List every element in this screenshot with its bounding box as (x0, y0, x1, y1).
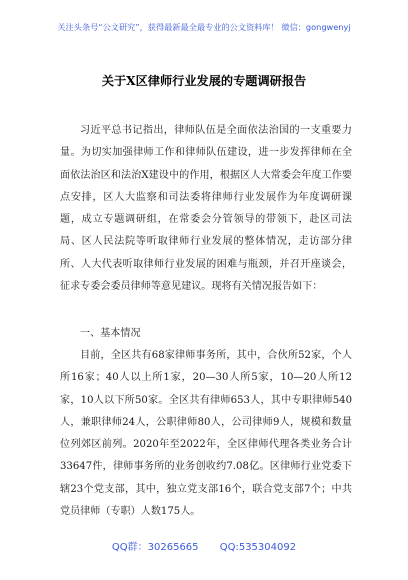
section-heading: 一、基本情况 (80, 328, 141, 339)
page-title: 关于X区律师行业发展的专题调研报告 (101, 74, 307, 88)
basic-info-paragraph: 目前，全区共有68家律师事务所，其中，合伙所52家，个人所16家；40人以上所1家，20—30人所5家，10—20人所12家，10人以下所50家。全区共有律师653人，其中专职律师540人，兼职律师24人，公职律师80人，公司律师9人，规模和数量位列郊区前列。2020年至2022年，全区律师代理各类业务合计33647件，律师事务所的业务创收约7.08亿。区律师行业党委下辖23个党支部，其中，独立党支部16个，联合党支部7个；中共党员律师（专职）人数175人。 (60, 350, 352, 518)
intro-paragraph: 习近平总书记指出，律师队伍是全面依法治国的一支重要力量。为切实加强律师工作和律师队伍建设，进一步发挥律师在全面依法治区和法治X建设中的作用，根据区人大常委会年度工作要点安排，区人大监察和司法委将律师行业发展作为年度调研课题，成立专题调研组，在常委会分管领导的带领下，赴区司法局、区人民法院等听取律师行业发展的整体情况，走访部分律所、人大代表听取律师行业发展的困难与瓶颈，并召开座谈会，征求专委会委员律师等意见建议。现将有关情况报告如下： (60, 125, 352, 293)
footer (0, 538, 408, 553)
header-note: 关注头条号“公文研究”，获得最新最全最专业的公文资料库！ 微信：gongwenyj (57, 22, 351, 32)
footer-qq-group: QQ群：30265665 (111, 542, 199, 553)
footer-qq-contact: QQ:535304092 (219, 542, 297, 553)
